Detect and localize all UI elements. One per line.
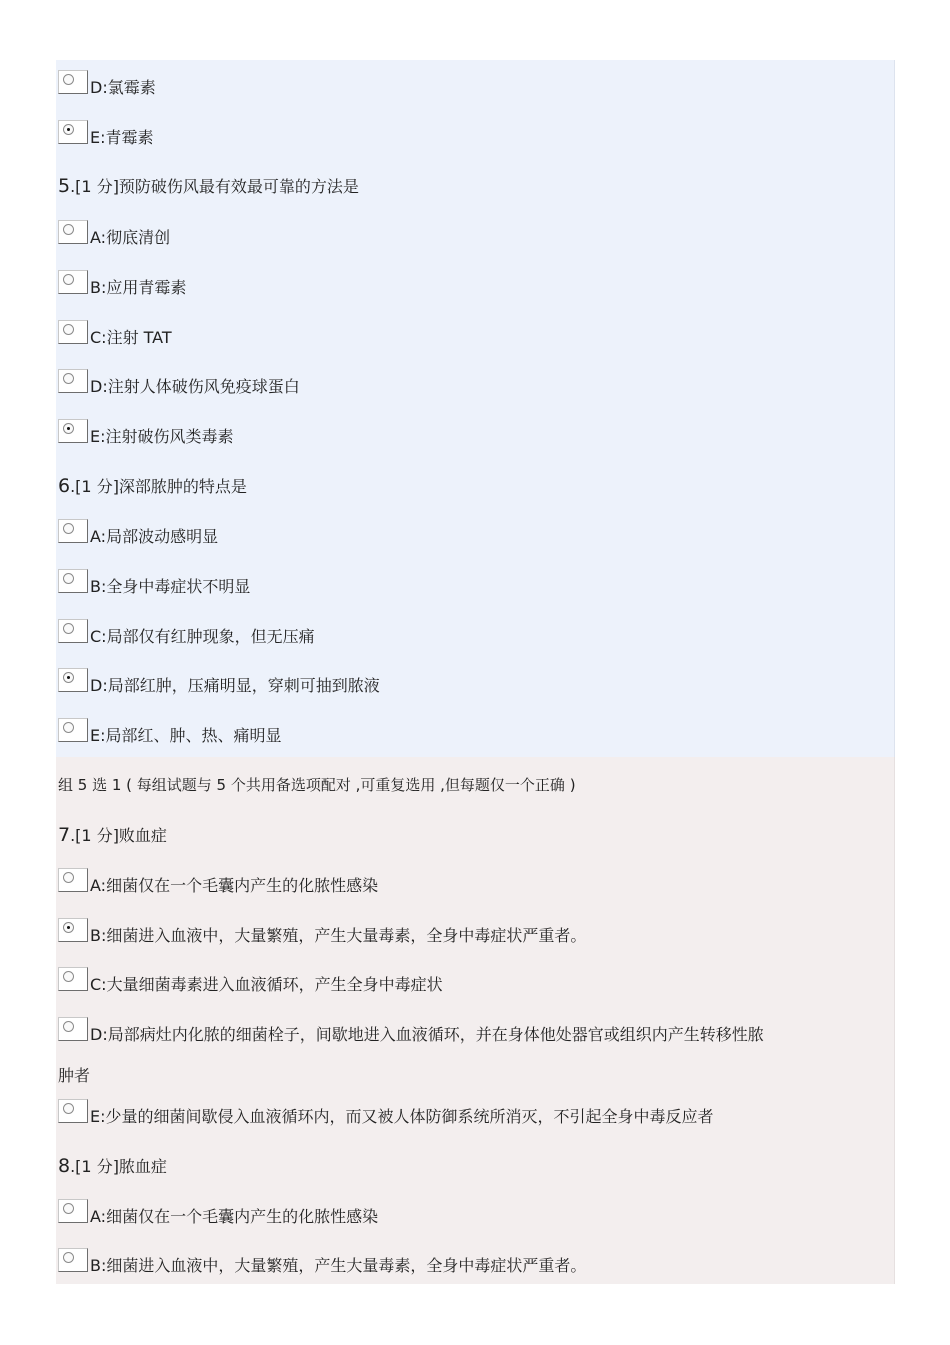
radio-button[interactable] — [58, 1248, 88, 1272]
option-label: C:局部仅有红肿现象，但无压痛 — [90, 627, 315, 646]
radio-button[interactable] — [58, 270, 88, 294]
radio-button[interactable] — [58, 519, 88, 543]
radio-button[interactable] — [58, 70, 88, 94]
option-label: E:少量的细菌间歇侵入血液循环内，而又被人体防御系统所消灭，不引起全身中毒反应者 — [90, 1107, 714, 1126]
group-header: 组 5 选 1 ( 每组试题与 5 个共用备选项配对 ,可重复选用 ,但每题仅一个正确 ) — [58, 776, 576, 794]
radio-button[interactable] — [58, 967, 88, 991]
radio-button-checked[interactable] — [58, 668, 88, 692]
option-label: C:大量细菌毒素进入血液循环，产生全身中毒症状 — [90, 975, 443, 994]
radio-button[interactable] — [58, 220, 88, 244]
radio-button[interactable] — [58, 1199, 88, 1223]
option-label: E:局部红、肿、热、痛明显 — [90, 726, 282, 745]
option-label: B:全身中毒症状不明显 — [90, 577, 251, 596]
option-label: D:氯霉素 — [90, 78, 156, 97]
question-title: 6.[1 分]深部脓肿的特点是 — [58, 475, 247, 497]
option-label: D:局部红肿，压痛明显，穿刺可抽到脓液 — [90, 676, 380, 695]
radio-button-checked[interactable] — [58, 419, 88, 443]
option-label: D:注射人体破伤风免疫球蛋白 — [90, 377, 300, 396]
option-label: A:细菌仅在一个毛囊内产生的化脓性感染 — [90, 1207, 379, 1226]
option-label-continuation: 肿者 — [58, 1066, 91, 1085]
question-title: 8.[1 分]脓血症 — [58, 1155, 167, 1177]
option-label: B:细菌进入血液中，大量繁殖，产生大量毒素，全身中毒症状严重者。 — [90, 926, 587, 945]
radio-button[interactable] — [58, 718, 88, 742]
radio-button-checked[interactable] — [58, 120, 88, 144]
question-title: 7.[1 分]败血症 — [58, 824, 167, 846]
radio-button[interactable] — [58, 619, 88, 643]
radio-button[interactable] — [58, 320, 88, 344]
radio-button[interactable] — [58, 1099, 88, 1123]
option-label: A:彻底清创 — [90, 228, 171, 247]
question-title: 5.[1 分]预防破伤风最有效最可靠的方法是 — [58, 175, 359, 197]
option-label: B:细菌进入血液中，大量繁殖，产生大量毒素，全身中毒症状严重者。 — [90, 1256, 587, 1275]
option-label: D:局部病灶内化脓的细菌栓子，间歇地进入血液循环，并在身体他处器官或组织内产生转移性脓 — [90, 1025, 764, 1044]
radio-button[interactable] — [58, 868, 88, 892]
question-panel-b — [56, 757, 895, 1284]
radio-button[interactable] — [58, 569, 88, 593]
option-label: E:注射破伤风类毒素 — [90, 427, 234, 446]
option-label: B:应用青霉素 — [90, 278, 187, 297]
question-panel-a — [56, 60, 895, 757]
option-label: A:局部波动感明显 — [90, 527, 219, 546]
option-label: A:细菌仅在一个毛囊内产生的化脓性感染 — [90, 876, 379, 895]
option-label: E:青霉素 — [90, 128, 154, 147]
radio-button-checked[interactable] — [58, 918, 88, 942]
option-label: C:注射 TAT — [90, 328, 172, 347]
radio-button[interactable] — [58, 1017, 88, 1041]
radio-button[interactable] — [58, 369, 88, 393]
